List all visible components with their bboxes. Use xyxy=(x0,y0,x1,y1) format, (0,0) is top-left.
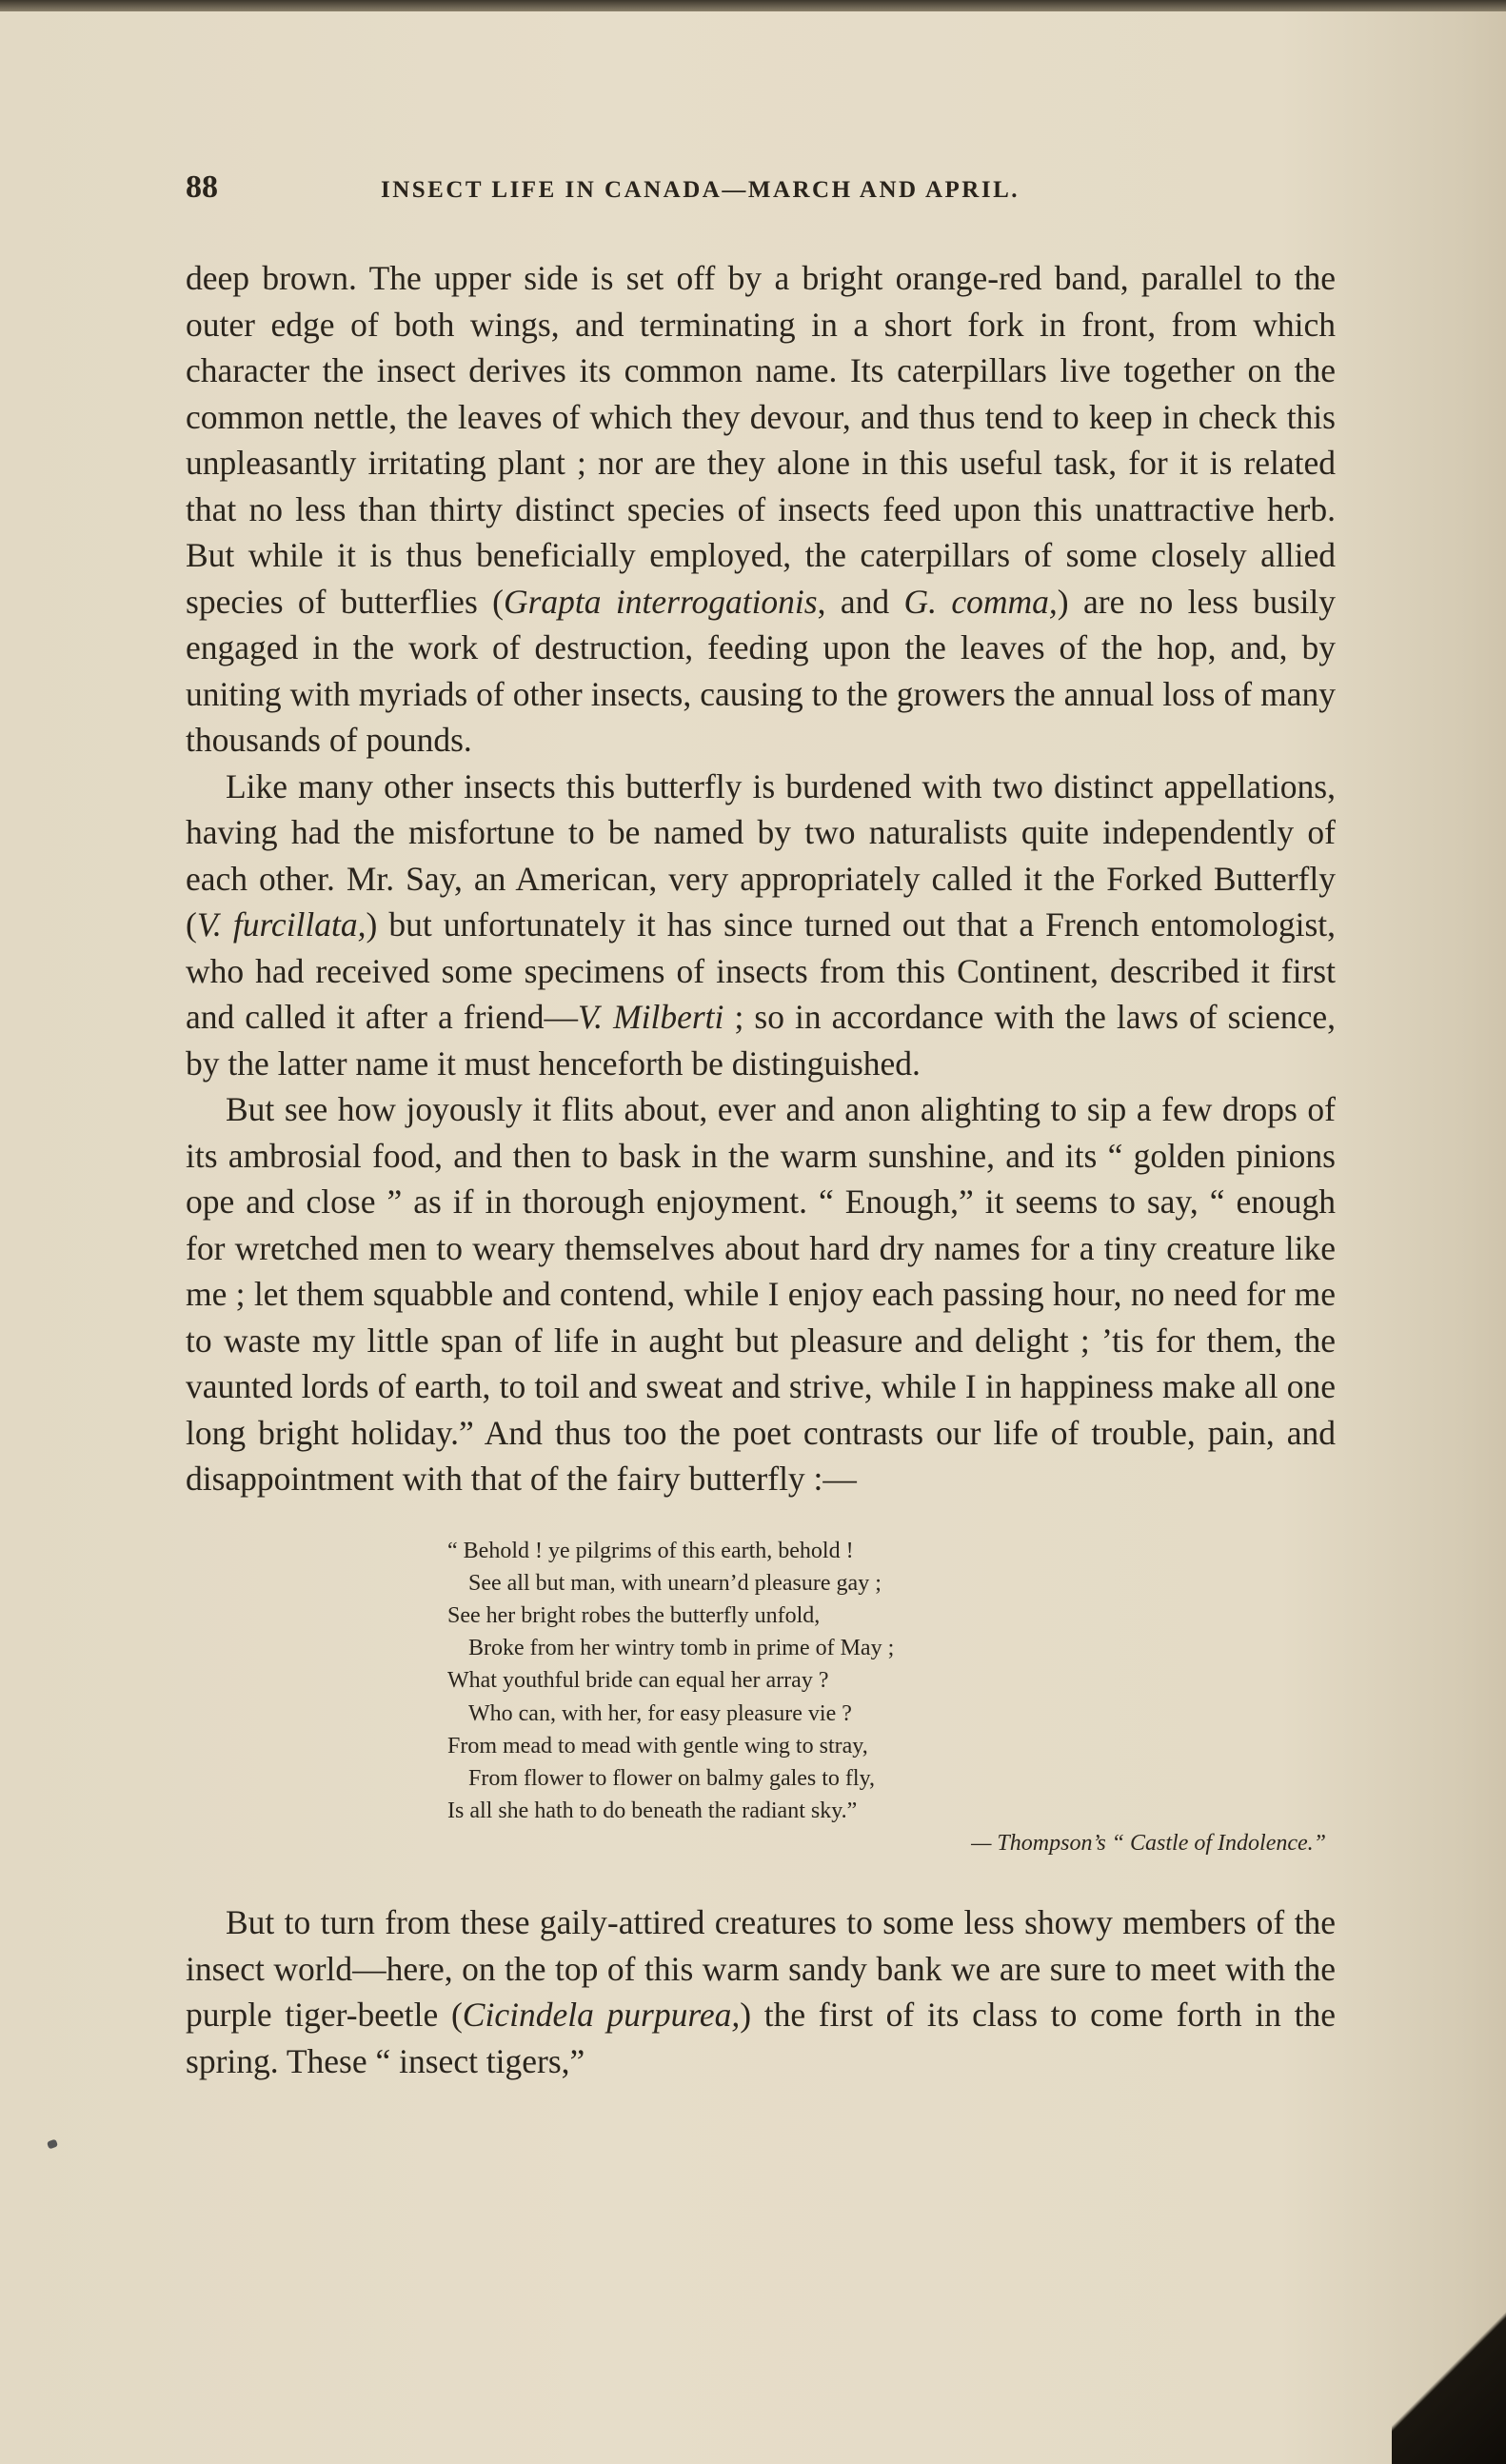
running-head xyxy=(186,169,1166,217)
page-number: 88 xyxy=(186,169,218,205)
poem-line: Is all she hath to do beneath the radiant sky.” xyxy=(447,1798,858,1824)
margin-mark xyxy=(47,2139,58,2150)
poem-line: “ Behold ! ye pilgrims of this earth, behold ! xyxy=(447,1538,854,1563)
poem-line: What youthful bride can equal her array ? xyxy=(447,1668,829,1694)
page-top-edge xyxy=(0,0,1506,11)
page-corner-shadow xyxy=(1392,2274,1506,2464)
paragraph: But see how joyously it flits about, ever and anon alighting to sip a few drops of its ambrosial food, and then to bask in the warm sunshine, and its “ golden pinions ope and close ” as if in thorough enjoyment. “ Enough,” it seems to say, “ enough for wretched men to weary themselves about hard dry names for a tiny creature like me ; let them squabble and contend, while I enjoy each passing hour, no need for me to waste my little span of life in aught but pleasure and delight ; ’tis for them, the vaunted lords of earth, to toil and sweat and strive, while I in happiness make all one long bright holiday.” And thus too the poet contrasts our life of trouble, pain, and disappointment with that of the fairy butterfly :— xyxy=(186,1090,1336,1498)
paragraph: deep brown. The upper side is set off by a bright orange-red band, parallel to the outer edge of both wings, and terminating in a short fork in front, from which character the insect derives its common name. Its caterpillars live together on the common nettle, the leaves of which they devour, and thus tend to keep in check this unpleasantly irritating plant ; nor are they alone in this useful task, for it is related that no less than thirty distinct species of insects feed upon this unattractive herb. But while it is thus beneficially employed, the caterpillars of some closely allied species of butterflies (Grapta interrogationis, and G. comma,) are no less busily engaged in the work of destruction, feeding upon the leaves of the hop, and, by uniting with myriads of other insects, causing to the growers the annual loss of many thousands of pounds. xyxy=(186,259,1336,759)
page-body xyxy=(186,255,1336,2084)
poem-line: See her bright robes the butterfly unfold, xyxy=(447,1602,821,1628)
running-title: INSECT LIFE IN CANADA—MARCH AND APRIL. xyxy=(381,177,1020,203)
poem-line: Who can, with her, for easy pleasure vie ? xyxy=(468,1700,852,1726)
poem-line: From flower to flower on balmy gales to fly, xyxy=(468,1765,876,1791)
poem-line: Broke from her wintry tomb in prime of May ; xyxy=(468,1636,895,1661)
poem-line: See all but man, with unearn’d pleasure gay ; xyxy=(468,1570,882,1596)
poem-attribution: — Thompson’s “ Castle of Indolence.” xyxy=(971,1831,1326,1857)
paragraph: Like many other insects this butterfly is burdened with two distinct appellations, having had the misfortune to be named by two naturalists quite independently of each other. Mr. Say, an American, very appropriately called it the Forked Butterfly (V. furcillata,) but unfortunately it has since turned out that a French entomologist, who had received some specimens of insects from this Continent, described it first and called it after a friend—V. Milberti ; so in accordance with the laws of science, by the latter name it must henceforth be distinguished. xyxy=(186,766,1336,1083)
poem-block xyxy=(186,1535,1336,1860)
poem-line: From mead to mead with gentle wing to stray, xyxy=(447,1733,868,1759)
closing-paragraph: But to turn from these gaily-attired creatures to some less showy members of the insect world—here, on the top of this warm sandy bank we are sure to meet with the purple tiger-beetle (Cicindela purpurea,) the first of its class to come forth in the spring. These “ insect tigers,” xyxy=(186,1903,1336,2080)
